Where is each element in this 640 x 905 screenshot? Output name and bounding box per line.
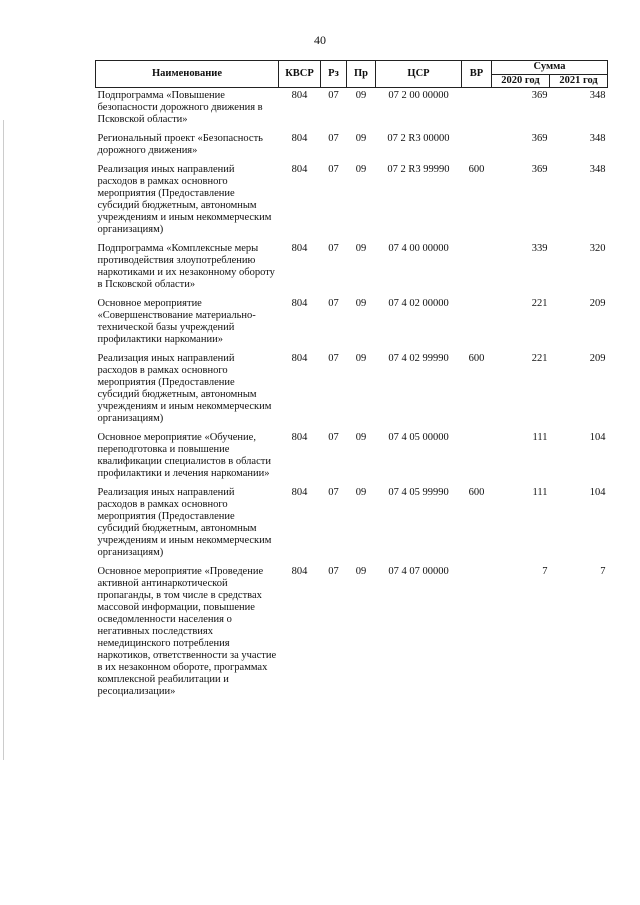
table-row: [96, 487, 608, 566]
row-csr: 07 4 05 99990: [388, 487, 449, 498]
row-rz: 07: [328, 133, 339, 144]
row-name: Основное мероприятие «Совершенствование материально-технической базы учреждений профилактики наркомании»: [97, 298, 256, 345]
page-number: 40: [314, 33, 326, 47]
row-sum-2021: 7: [600, 566, 606, 577]
row-vr: [462, 243, 492, 298]
row-vr: [462, 133, 492, 164]
row-pr: 09: [355, 353, 367, 364]
row-sum-2021: 348: [589, 90, 606, 101]
row-csr: 07 2 R3 99990: [387, 164, 450, 175]
row-csr: 07 4 00 00000: [388, 243, 449, 254]
row-kvsr: 804: [291, 90, 308, 101]
row-vr: 600: [468, 487, 485, 498]
row-name: Региональный проект «Безопасность дорожного движения»: [97, 133, 263, 156]
row-rz: 07: [328, 90, 339, 101]
table-row: [96, 432, 608, 487]
row-name: Подпрограмма «Повышение безопасности дорожного движения в Псковской области»: [97, 90, 263, 125]
row-kvsr: 804: [291, 353, 308, 364]
table-body: [96, 88, 608, 706]
row-kvsr: 804: [291, 243, 308, 254]
header-pr: Пр: [347, 61, 376, 88]
row-kvsr: 804: [291, 164, 308, 175]
row-sum-2020: 369: [531, 90, 548, 101]
row-rz: 07: [328, 298, 339, 309]
row-sum-2021: 348: [589, 164, 606, 175]
header-year-2021: 2021 год: [550, 74, 608, 88]
row-rz: 07: [328, 243, 339, 254]
row-rz: 07: [328, 487, 339, 498]
row-kvsr: 804: [291, 298, 308, 309]
row-csr: 07 4 02 99990: [388, 353, 449, 364]
row-pr: 09: [355, 298, 367, 309]
row-name: Подпрограмма «Комплексные меры противодействия злоупотреблению наркотиками и их незаконному обороту в Псковской области»: [97, 243, 275, 290]
table-row: [96, 353, 608, 432]
row-sum-2020: 369: [531, 133, 548, 144]
row-csr: 07 4 07 00000: [388, 566, 449, 577]
row-name: Реализация иных направлений расходов в рамках основного мероприятия (Предоставление субсидий бюджетным, автономным учреждениям и иным некоммерческим организациям): [97, 487, 272, 558]
row-vr: 600: [468, 353, 485, 364]
row-sum-2021: 104: [589, 432, 606, 443]
row-sum-2021: 209: [589, 298, 606, 309]
row-name: Реализация иных направлений расходов в рамках основного мероприятия (Предоставление субсидий бюджетным, автономным учреждениям и иным некоммерческим организациям): [97, 164, 272, 235]
header-vr: ВР: [462, 61, 492, 88]
table-row: [96, 164, 608, 243]
row-sum-2020: 111: [532, 487, 548, 498]
row-pr: 09: [355, 164, 367, 175]
row-rz: 07: [328, 164, 339, 175]
row-sum-2020: 111: [532, 432, 548, 443]
row-name: Основное мероприятие «Обучение, переподготовка и повышение квалификации специалистов в области профилактики и лечения наркомании»: [97, 432, 271, 479]
row-pr: 09: [355, 243, 367, 254]
row-vr: [462, 566, 492, 705]
row-vr: [462, 432, 492, 487]
row-sum-2021: 209: [589, 353, 606, 364]
row-pr: 09: [355, 566, 367, 577]
row-pr: 09: [355, 133, 367, 144]
row-sum-2020: 369: [531, 164, 548, 175]
row-sum-2021: 348: [589, 133, 606, 144]
header-year-2020: 2020 год: [492, 74, 550, 88]
row-csr: 07 2 00 00000: [388, 90, 449, 101]
row-pr: 09: [355, 432, 367, 443]
header-name: Наименование: [96, 61, 279, 88]
row-kvsr: 804: [291, 487, 308, 498]
table-row: [96, 298, 608, 353]
header-rz: Рз: [321, 61, 347, 88]
row-sum-2021: 104: [589, 487, 606, 498]
row-rz: 07: [328, 353, 339, 364]
table-row: [96, 243, 608, 298]
row-pr: 09: [355, 487, 367, 498]
table-row: [96, 133, 608, 164]
row-name: Основное мероприятие «Проведение активной антинаркотической пропаганды, в том числе в средствах массовой информации, повышение осведомленности населения о негативных последствиях немедицинского потребления наркотиков, ответственности за участие в их незаконном обороте, программах комплексной реабилитации и ресоциализации»: [97, 566, 277, 697]
header-kvsr: КВСР: [279, 61, 321, 88]
row-csr: 07 4 02 00000: [388, 298, 449, 309]
header-sum: Сумма: [492, 61, 608, 75]
table-header: [96, 61, 608, 88]
row-vr: [462, 298, 492, 353]
row-vr: [462, 88, 492, 134]
row-rz: 07: [328, 432, 339, 443]
row-name: Реализация иных направлений расходов в рамках основного мероприятия (Предоставление субсидий бюджетным, автономным учреждениям и иным некоммерческим организациям): [97, 353, 272, 424]
table-row: [96, 88, 608, 134]
row-pr: 09: [355, 90, 367, 101]
row-sum-2020: 339: [531, 243, 548, 254]
row-rz: 07: [328, 566, 339, 577]
row-kvsr: 804: [291, 432, 308, 443]
row-kvsr: 804: [291, 133, 308, 144]
row-csr: 07 2 R3 00000: [387, 133, 450, 144]
row-sum-2020: 221: [531, 298, 548, 309]
row-kvsr: 804: [291, 566, 308, 577]
budget-table: [95, 60, 608, 705]
table-row: [96, 566, 608, 705]
row-vr: 600: [468, 164, 485, 175]
row-sum-2021: 320: [589, 243, 606, 254]
scan-edge-line: [3, 120, 4, 760]
row-csr: 07 4 05 00000: [388, 432, 449, 443]
row-sum-2020: 221: [531, 353, 548, 364]
header-csr: ЦСР: [376, 61, 462, 88]
row-sum-2020: 7: [542, 566, 548, 577]
